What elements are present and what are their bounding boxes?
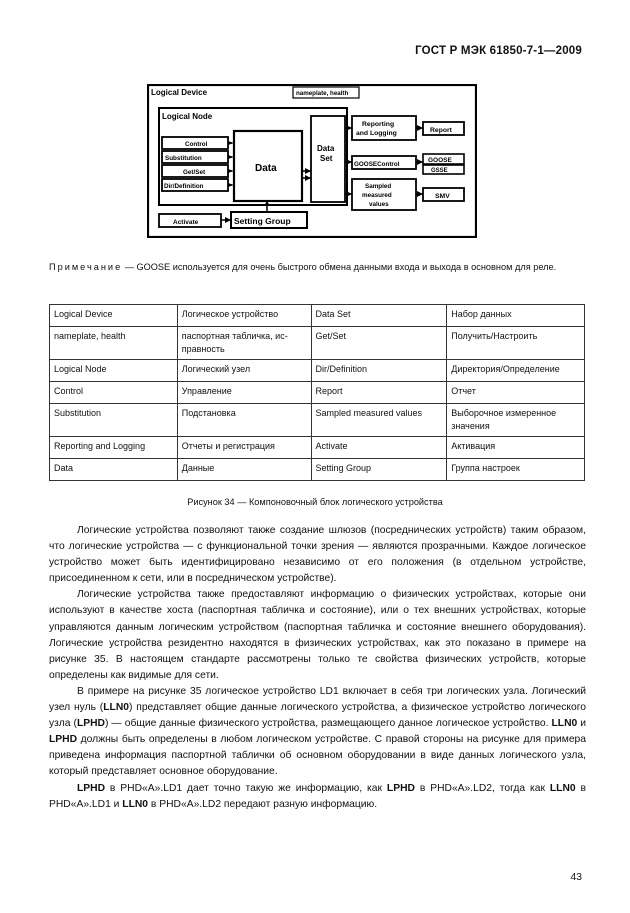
data-set-label-1: Data [317, 144, 335, 153]
table-cell: паспортная табличка, ис-правность [177, 327, 311, 360]
table-cell: Активация [447, 437, 585, 459]
table-cell: Группа настроек [447, 459, 585, 481]
text-span: должны быть определены в любом логическом устройстве. С правой стороны на рисунке для примера приведена информация паспортной таблички об основном оборудовании в виде данных логического узла, который представляет основное оборудование. [49, 734, 586, 778]
text-span: ) представляет общие данные логического устройства, а физическое устройство логического узла ( [49, 702, 587, 730]
reporting-label-2: and Logging [356, 130, 397, 137]
smv-label: SMV [435, 193, 450, 200]
table-cell: Control [50, 382, 178, 404]
table-cell: Dir/Definition [311, 360, 447, 382]
table-cell: Logical Device [50, 305, 178, 327]
table-cell: Reporting and Logging [50, 437, 178, 459]
text-span: в PHD«A».LD1 и [49, 782, 587, 810]
table-cell: Отчет [447, 382, 585, 404]
sampled-label-2: measured [362, 192, 392, 199]
paragraph-2: Логические устройства также предоставляют информацию о физических устройствах, которые они используют в качестве хоста (паспортная табличка и состояние), или о тех внешних устройствах, которые управляются данным логическим устройством (паспортная табличка и состояние внешнего оборудования). Логические устройства резидентно находятся в физических устройствах, как это показано в примере на рисунке 35. В настоящем стандарте рассмотрены только те свойства физических устройств, которые определены как видимые для сети. [49, 589, 586, 681]
data-set-label-2: Set [320, 154, 333, 163]
table-cell: Логический узел [177, 360, 311, 382]
table-cell: Data Set [311, 305, 447, 327]
table-cell: Выборочное измеренное значения [447, 404, 585, 437]
bold-term: LLN0 [122, 798, 149, 810]
substitution-label: Substitution [165, 155, 202, 162]
table-row [50, 305, 585, 327]
logical-device-diagram [147, 84, 477, 238]
activate-label: Activate [173, 219, 199, 226]
bold-term: LLN0 [549, 782, 576, 794]
table-cell: Sampled measured values [311, 404, 447, 437]
text-span: в PHD«A».LD1 дает точно такую же информацию, как [105, 782, 387, 794]
table-cell: Data [50, 459, 178, 481]
table-cell: Activate [311, 437, 447, 459]
getset-label: Get/Set [183, 169, 206, 176]
goose-label: GOOSE [428, 157, 452, 164]
bold-term: LPHD [77, 782, 106, 794]
bold-term: LPHD [386, 782, 415, 794]
table-row [50, 327, 585, 360]
text-span: и [577, 718, 587, 730]
paragraph-4 [49, 781, 586, 813]
table-cell: nameplate, health [50, 327, 178, 360]
text-span: в PHD«A».LD2 передают разную информацию. [148, 798, 378, 810]
bold-term: LPHD [49, 734, 78, 746]
table-cell: Директория/Определение [447, 360, 585, 382]
table-cell: Substitution [50, 404, 178, 437]
logical-node-label: Logical Node [162, 112, 213, 121]
table-row [50, 382, 585, 404]
table-cell: Подстановка [177, 404, 311, 437]
report-label: Report [430, 127, 452, 134]
legend-table [49, 304, 585, 481]
text-span: В примере на рисунке 35 логическое устройство LD1 включает в себя три логических узла. Логический узел нуль ( [49, 685, 586, 714]
text-span: в PHD«A».LD2, тогда как [414, 782, 550, 794]
table-cell: Данные [177, 459, 311, 481]
diagram-svg [147, 84, 477, 238]
note-text: — GOOSE используется для очень быстрого обмена данными входа и выхода в основном для реле. [122, 262, 557, 272]
table-cell: Набор данных [447, 305, 585, 327]
control-label: Control [185, 141, 208, 148]
page-number: 43 [570, 872, 582, 883]
setting-group-label: Setting Group [234, 216, 291, 226]
document-header: ГОСТ Р МЭК 61850-7-1—2009 [415, 45, 582, 57]
text-span: ) — общие данные физического устройства, размещающего данное логическое устройство. [104, 718, 552, 730]
bold-term: LLN0 [551, 718, 578, 730]
table-cell: Get/Set [311, 327, 447, 360]
body-text [49, 523, 586, 813]
bold-term: LLN0 [103, 702, 129, 714]
reporting-label-1: Reporting [362, 121, 395, 128]
table-row [50, 437, 585, 459]
table-cell: Setting Group [311, 459, 447, 481]
table-cell: Логическое устройство [177, 305, 311, 327]
bold-term: LPHD [76, 718, 105, 730]
table-cell: Управление [177, 382, 311, 404]
gsse-label: GSSE [431, 168, 448, 174]
table-row [50, 459, 585, 481]
figure-note [49, 259, 586, 275]
table-cell: Получить/Настроить [447, 327, 585, 360]
dirdef-label: Dir/Definition [164, 183, 204, 190]
sampled-label-1: Sampled [365, 183, 392, 190]
note-label: Примечание [49, 262, 123, 272]
paragraph-1: Логические устройства позволяют также создание шлюзов (посреднических устройств) таким образом, что логические устройства — с функциональной точки зрения — являются прозрачными. Каждое логическое устройство может быть идентифицировано независимо от его положения (в отдельном устройстве, присоединенном к сети, или в посредническом устройстве). [49, 525, 586, 585]
table-row [50, 404, 585, 437]
table-cell: Logical Node [50, 360, 178, 382]
figure-caption: Рисунок 34 — Компоновочный блок логического устройства [187, 497, 443, 507]
goose-control-label: GOOSEControl [354, 161, 400, 168]
nameplate-label: nameplate, health [296, 90, 349, 97]
table-row [50, 360, 585, 382]
paragraph-3 [49, 684, 586, 781]
sampled-label-3: values [369, 201, 389, 208]
logical-device-label: Logical Device [151, 88, 208, 97]
table-cell: Отчеты и регистрация [177, 437, 311, 459]
data-label: Data [255, 163, 277, 174]
table-cell: Report [311, 382, 447, 404]
